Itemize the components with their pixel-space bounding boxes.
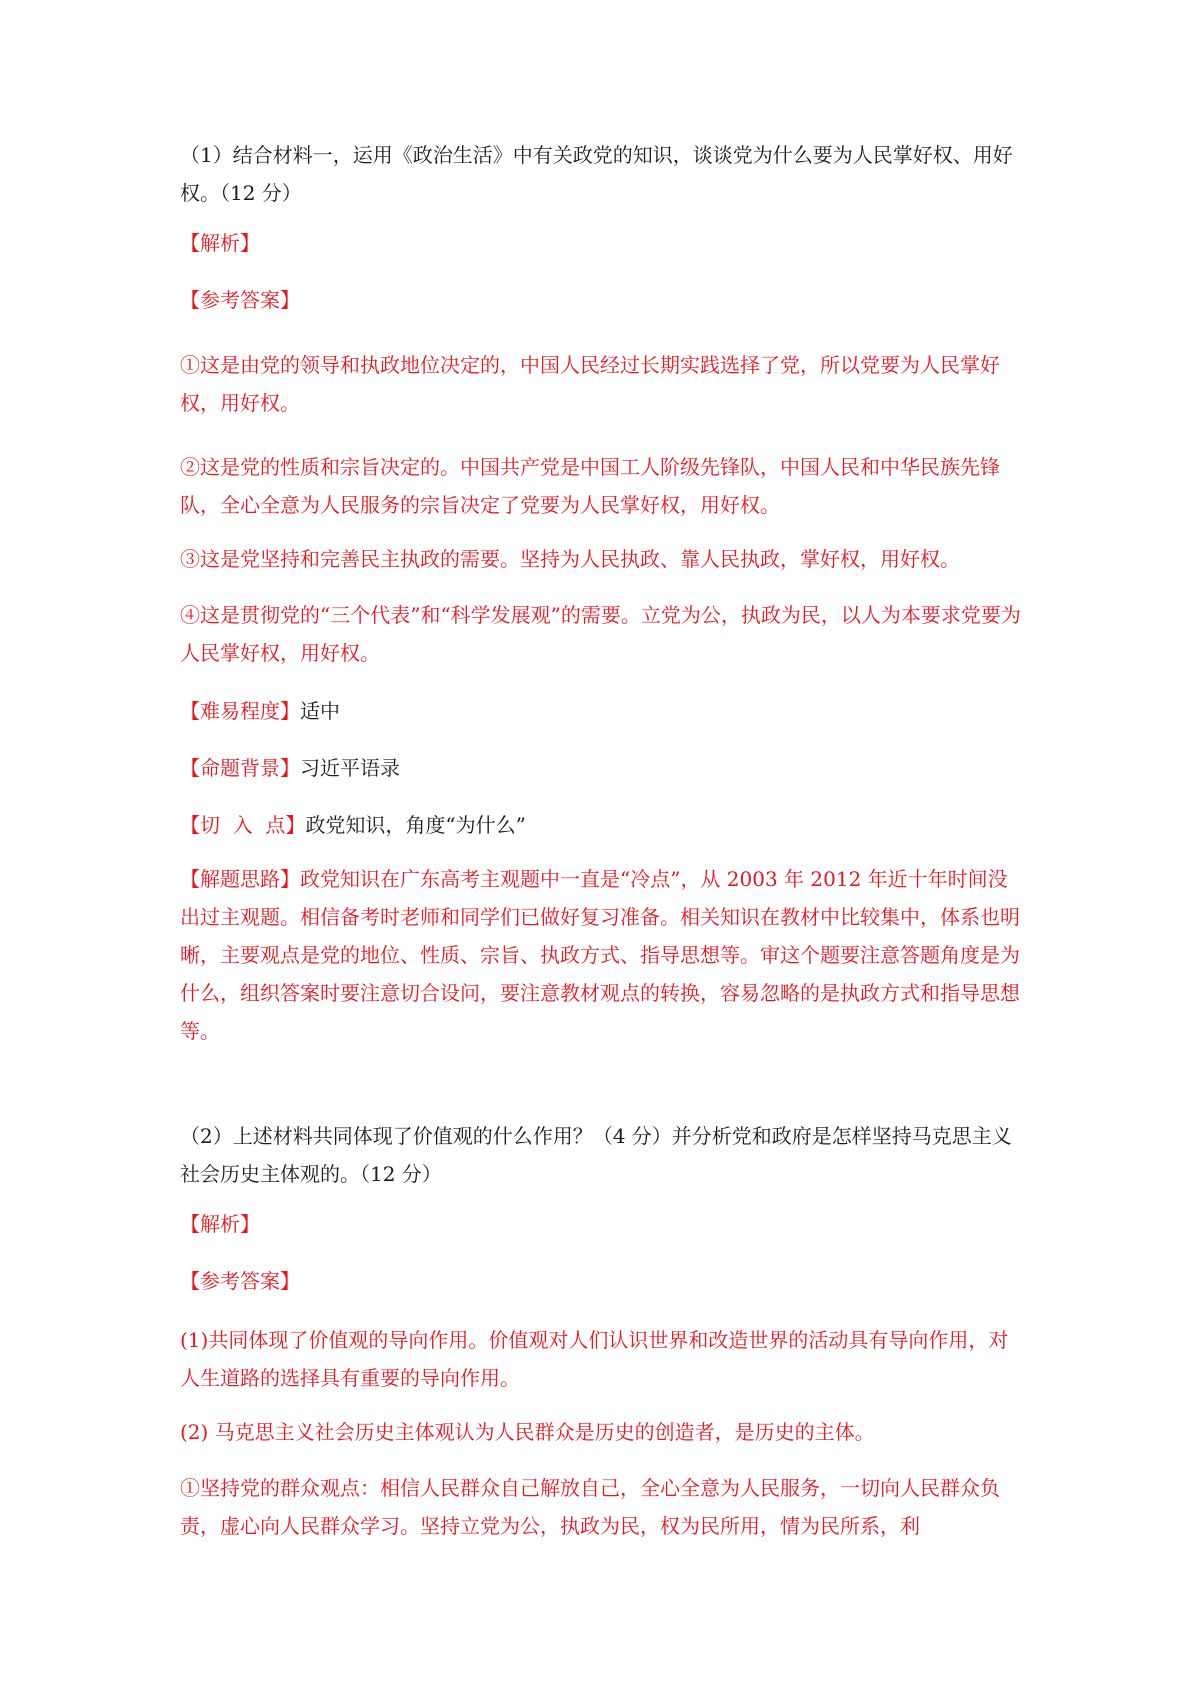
- entry-value: 政党知识，角度“为什么”: [305, 813, 526, 837]
- q2-answer-3: ①坚持党的群众观点：相信人民群众自己解放自己，全心全意为人民服务，一切向人民群众负责，虚心向人民群众学习。坚持立党为公，执政为民，权为民所用，情为民所系，利: [180, 1476, 1000, 1538]
- q1-background: [180, 749, 1027, 787]
- q1-question: （1）结合材料一，运用《政治生活》中有关政党的知识，谈谈党为什么要为人民掌好权、用好权。（12 分）: [180, 143, 1013, 205]
- background-tag: 【命题背景】: [180, 756, 300, 780]
- q2-analysis-tag: 【解析】: [180, 1212, 260, 1236]
- q1-ref-answer-tag: 【参考答案】: [180, 288, 300, 312]
- q1-answer-3: ③这是党坚持和完善民主执政的需要。坚持为人民执政、靠人民执政，掌好权，用好权。: [180, 547, 960, 571]
- approach-tag: 【解题思路】: [180, 867, 300, 891]
- difficulty-value: 适中: [300, 699, 340, 723]
- q2-answer-2: (2) 马克思主义社会历史主体观认为人民群众是历史的创造者，是历史的主体。: [180, 1420, 875, 1444]
- q2-question: （2）上述材料共同体现了价值观的什么作用？（4 分）并分析党和政府是怎样坚持马克思主义社会历史主体观的。（12 分）: [180, 1124, 1012, 1186]
- difficulty-tag: 【难易程度】: [180, 699, 300, 723]
- q1-answer-4: ④这是贯彻党的“三个代表”和“科学发展观”的需要。立党为公，执政为民，以人为本要求党要为人民掌好权，用好权。: [180, 603, 1021, 665]
- q1-approach: [180, 860, 1027, 1050]
- q1-analysis-tag: 【解析】: [180, 231, 260, 255]
- q1-entry-point: [180, 806, 1027, 844]
- q2-answer-1: (1)共同体现了价值观的导向作用。价值观对人们认识世界和改造世界的活动具有导向作用，对人生道路的选择具有重要的导向作用。: [180, 1328, 1009, 1390]
- q1-answer-2: ②这是党的性质和宗旨决定的。中国共产党是中国工人阶级先锋队，中国人民和中华民族先锋队，全心全意为人民服务的宗旨决定了党要为人民掌好权，用好权。: [180, 455, 1000, 517]
- entry-tag: 【切 入 点】: [180, 813, 306, 837]
- background-value: 习近平语录: [300, 756, 400, 780]
- q1-answer-1: ①这是由党的领导和执政地位决定的，中国人民经过长期实践选择了党，所以党要为人民掌好权，用好权。: [180, 353, 1000, 415]
- approach-value: 政党知识在广东高考主观题中一直是“冷点”，从 2003 年 2012 年近十年时间没出过主观题。相信备考时老师和同学们已做好复习准备。相关知识在教材中比较集中，体系也明晰，主要观点是党的地位、性质、宗旨、执政方式、指导思想等。审这个题要注意答题角度是为什么，组织答案时要注意切合设问，要注意教材观点的转换，容易忽略的是执政方式和指导思想等。: [180, 867, 1020, 1043]
- q1-difficulty: [180, 692, 1027, 730]
- q2-ref-answer-tag: 【参考答案】: [180, 1269, 300, 1293]
